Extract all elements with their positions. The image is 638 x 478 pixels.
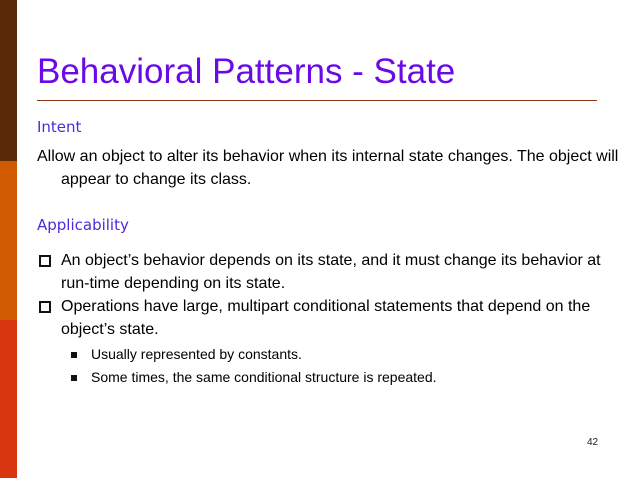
applicability-list (37, 249, 622, 389)
applicability-item-text: An object’s behavior depends on its state, and it must change its behavior at run-time depending on its state. (61, 252, 601, 292)
applicability-sub-item (61, 366, 622, 389)
applicability-sub-item-text: Usually represented by constants. (91, 346, 302, 362)
applicability-item-text: Operations have large, multipart conditional statements that depend on the object’s state. (61, 298, 591, 338)
title-underline-rule (37, 100, 597, 101)
left-decor-bar-top (0, 0, 17, 161)
hollow-square-bullet-icon (39, 255, 51, 267)
intent-text: Allow an object to alter its behavior when its internal state changes. The object will appear to change its class. (37, 148, 619, 188)
intent-heading: Intent (37, 118, 82, 136)
filled-square-bullet-icon (71, 375, 77, 381)
applicability-sub-item (61, 343, 622, 366)
page-number: 42 (587, 437, 599, 448)
filled-square-bullet-icon (71, 352, 77, 358)
left-decor-bar-bottom (0, 320, 17, 478)
slide-title: Behavioral Patterns - State (37, 52, 456, 91)
applicability-item (37, 249, 622, 295)
hollow-square-bullet-icon (39, 301, 51, 313)
left-decor-bar-middle (0, 161, 17, 320)
applicability-sub-item-text: Some times, the same conditional structure is repeated. (91, 369, 437, 385)
applicability-item (37, 295, 622, 389)
applicability-sub-list (61, 343, 622, 389)
applicability-heading: Applicability (37, 216, 129, 234)
